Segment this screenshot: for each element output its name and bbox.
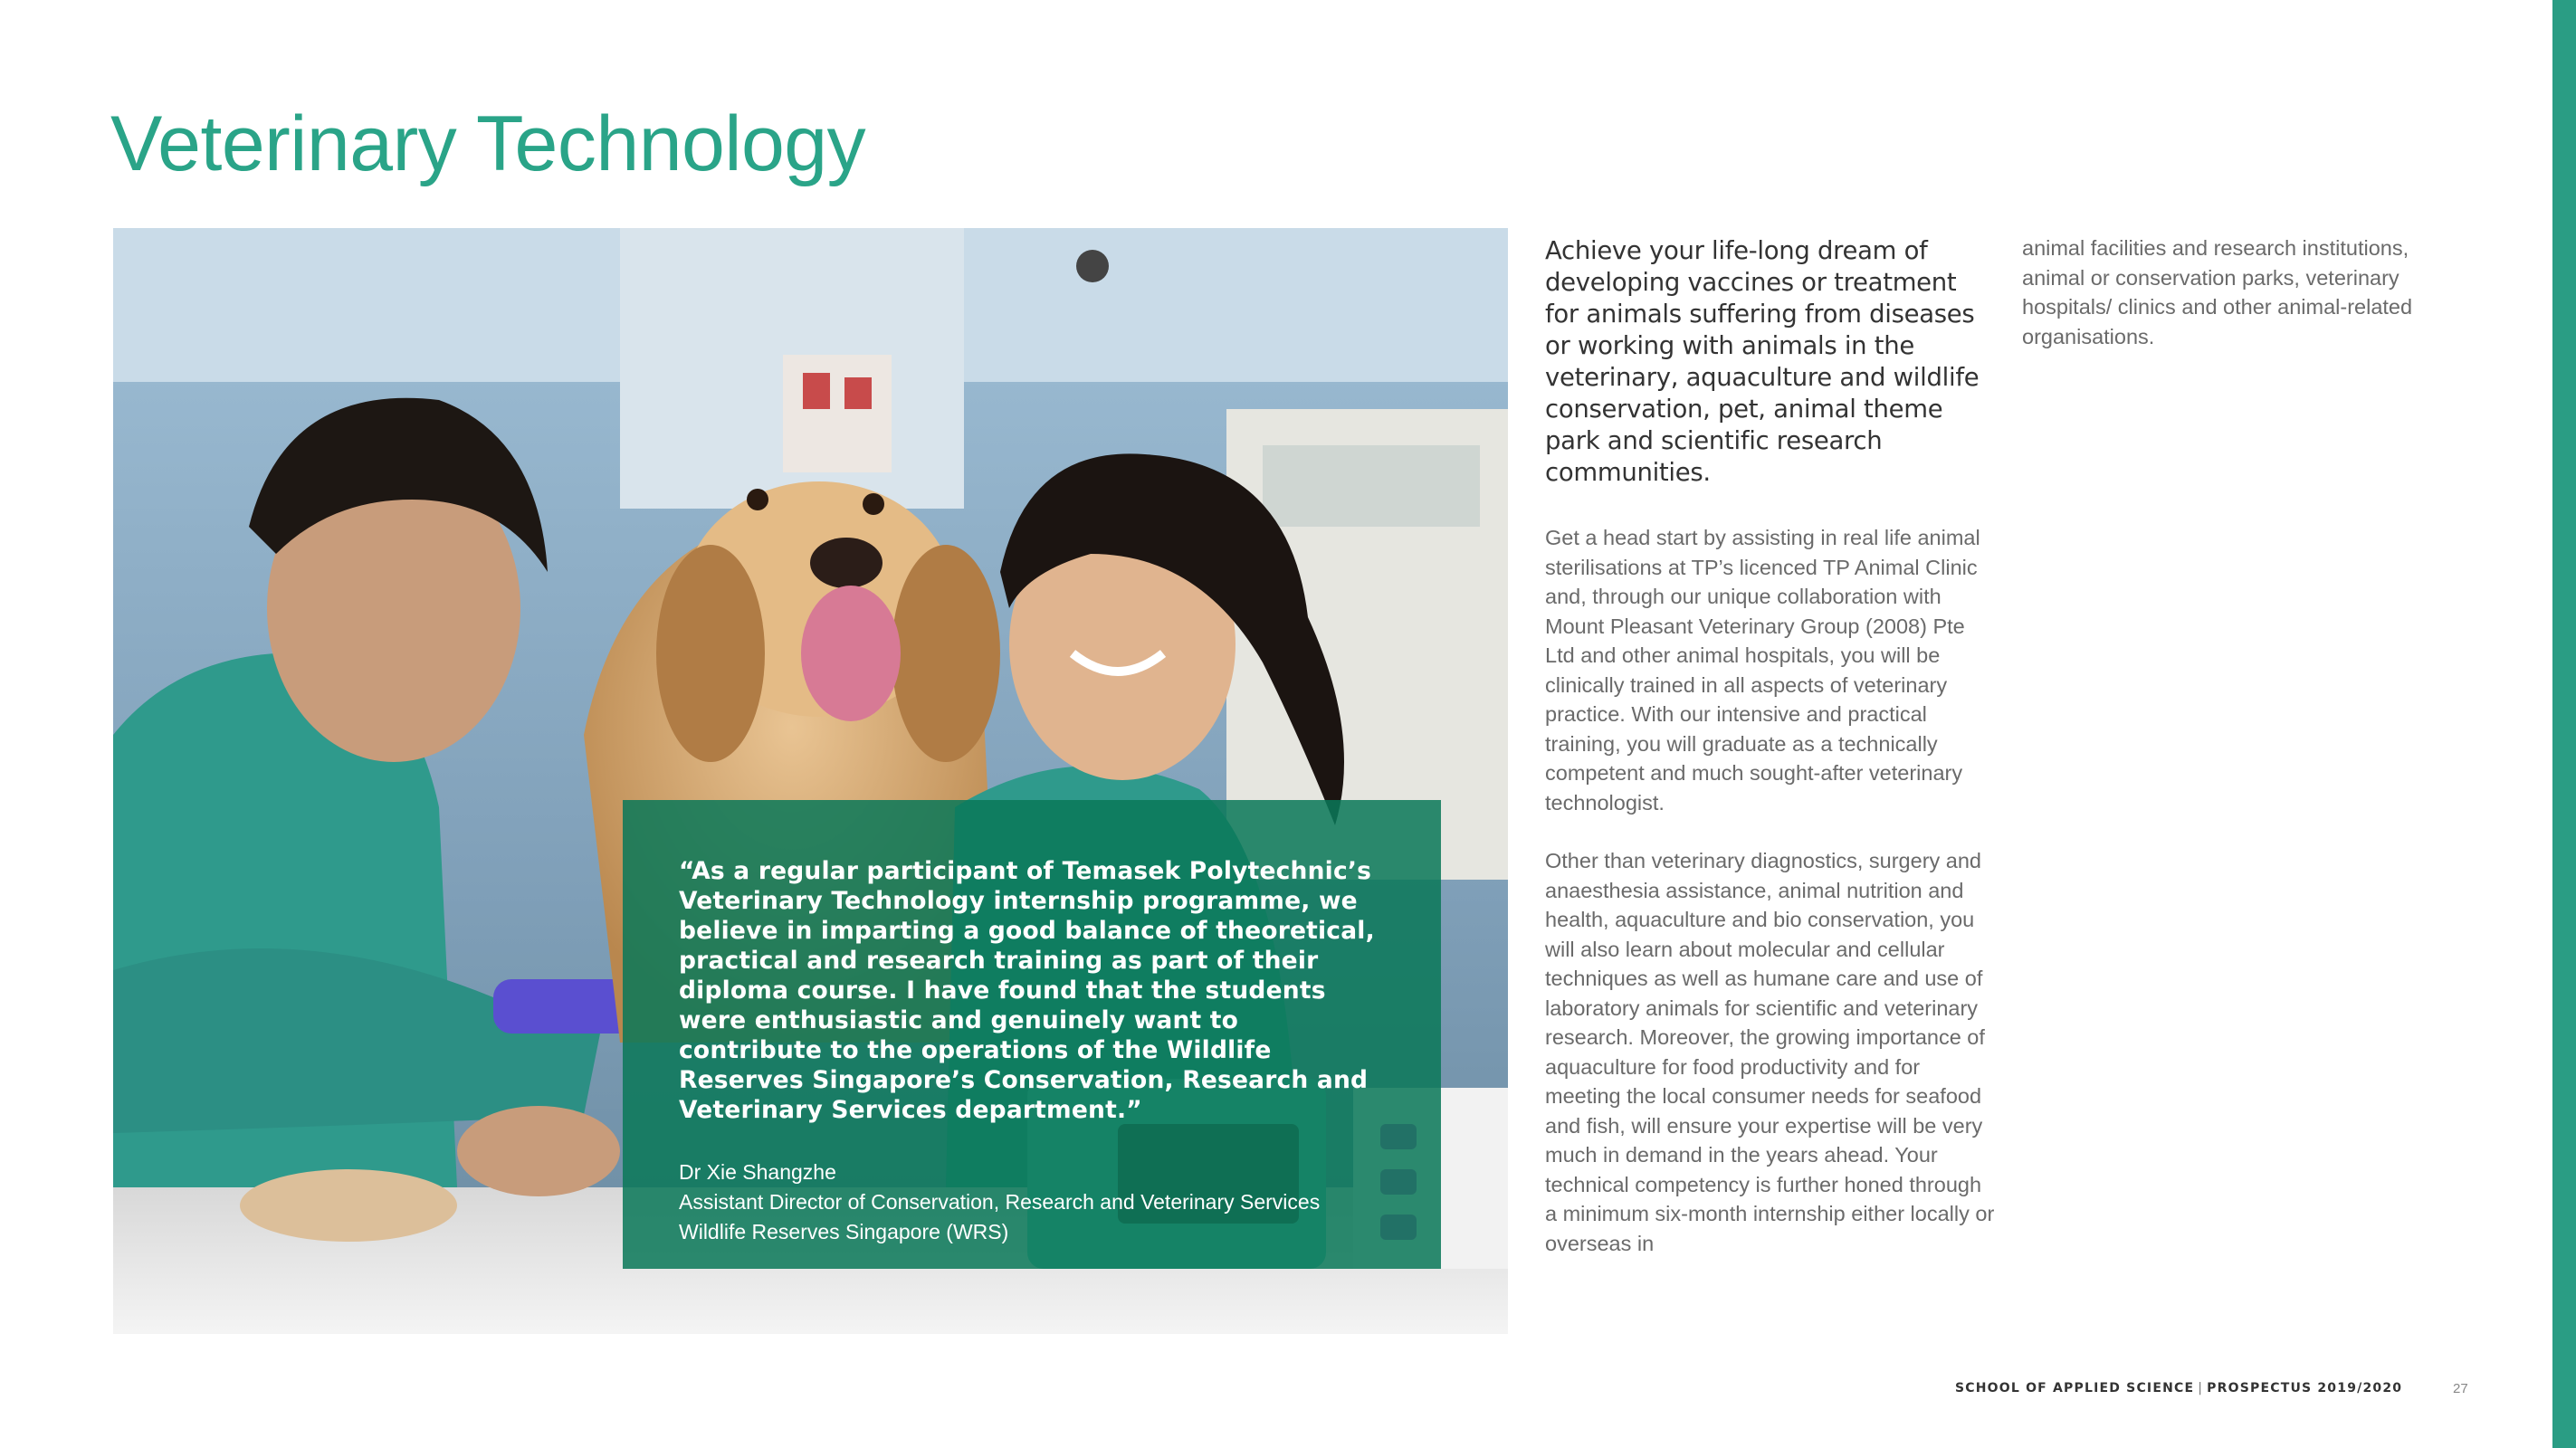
quote-text: “As a regular participant of Temasek Polytechnic’s Veterinary Technology internship programme, we believe in imparting a good balance of theoretical, practical and research training as part of their diploma course. I have found that the students were enthusiastic and genuinely want to contribute to the operations of the Wildlife Reserves Singapore’s Conservation, Research and Veterinary Services department.” <box>679 857 1375 1124</box>
quote-attribution <box>679 1157 1387 1247</box>
footer-prospectus: PROSPECTUS 2019/2020 <box>2207 1381 2403 1396</box>
accent-side-bar <box>2552 0 2576 1448</box>
body-paragraph-2: Other than veterinary diagnostics, surgery and anaesthesia assistance, animal nutrition and health, aquaculture and bio conservation, you will also learn about molecular and cellular techniques as well as humane care and use of laboratory animals for scientific and veterinary research. Moreover, the growing importance of aquaculture for food productivity and for meeting the local consumer needs for seafood and fish, will ensure your expertise will be very much in demand in the years ahead. Your technical competency is further honed through a minimum six-month internship either locally or overseas in <box>1545 849 1995 1255</box>
footer-running-title <box>1955 1381 2402 1396</box>
quote-author-name: Dr Xie Shangzhe <box>679 1160 836 1184</box>
text-column-1 <box>1545 235 1996 1258</box>
quote-author-organisation: Wildlife Reserves Singapore (WRS) <box>679 1220 1009 1243</box>
page-title: Veterinary Technology <box>110 100 866 187</box>
page-number: 27 <box>2453 1381 2468 1396</box>
text-column-2 <box>2022 233 2455 351</box>
body-paragraph-1: Get a head start by assisting in real life animal sterilisations at TP’s licenced TP Animal Clinic and, through our unique collaboration with Mount Pleasant Veterinary Group (2008) Pte Ltd and other animal hospitals, you will be clinically trained in all aspects of veterinary practice. With our intensive and practical training, you will graduate as a technically competent and much sought-after veterinary technologist. <box>1545 526 1980 814</box>
intro-paragraph: Achieve your life-long dream of developing vaccines or treatment for animals suffering from diseases or working with animals in the veterinary, aquaculture and wildlife conservation, pet, animal theme park and scientific research communities. <box>1545 236 1980 487</box>
footer-separator: | <box>2198 1381 2204 1396</box>
quote-author-role: Assistant Director of Conservation, Research and Veterinary Services <box>679 1190 1321 1214</box>
footer-school: SCHOOL OF APPLIED SCIENCE <box>1955 1381 2195 1396</box>
quote-box <box>623 800 1441 1269</box>
body-paragraph-3: animal facilities and research institutions, animal or conservation parks, veterinary hospitals/ clinics and other animal-related organisations. <box>2022 236 2413 348</box>
